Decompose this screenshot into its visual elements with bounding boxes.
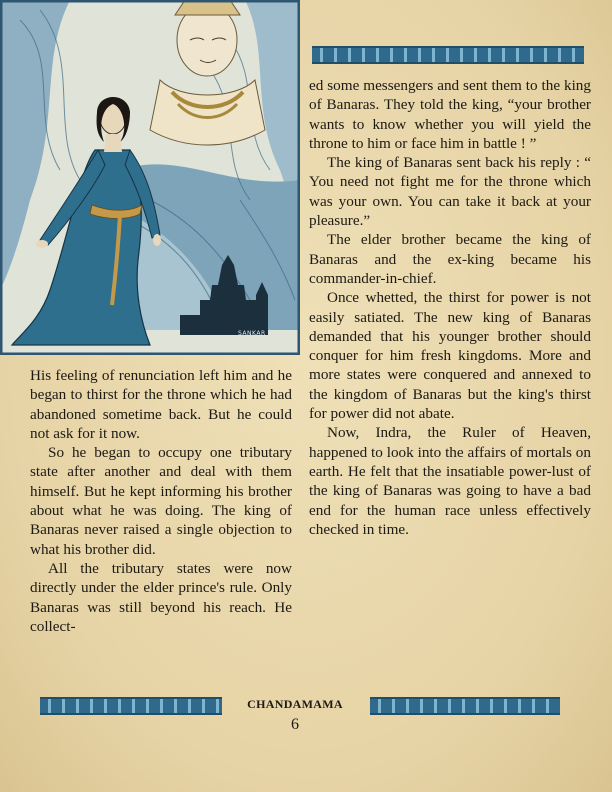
page-number: 6 <box>291 716 299 733</box>
illustration-drawing <box>0 0 300 355</box>
paragraph: So he began to occupy one tributary state after another and deal with them himself. But he kept informing his brother about what he was doing. The king of Banaras never raised a single objection to what his brother did. <box>30 444 292 558</box>
left-column <box>30 366 292 636</box>
paragraph: All the tributary states were now directly under the elder prince's rule. Only Banaras was still beyond his reach. He collect- <box>30 559 292 635</box>
paragraph: The elder brother became the king of Banaras and the ex-king became his commander-in-chief. <box>309 231 591 287</box>
paragraph: The king of Banaras sent back his reply : “ You need not fight me for the throne which was your own. You can take it back at your pleasure.” <box>309 154 591 230</box>
magazine-title: CHANDAMAMA <box>247 697 343 711</box>
artist-signature: SANKAR <box>238 330 266 337</box>
paragraph: Now, Indra, the Ruler of Heaven, happened to look into the affairs of mortals on earth. He felt that the insatiable power-lust of the king of Banaras was going to have a bad end for the human race unless effectively checked in time. <box>309 424 591 538</box>
paragraph: Once whetted, the thirst for power is not easily satiated. The new king of Banaras demanded that his younger brother should conquer for him fresh kingdoms. More and more states were conquered and annexed to the kingdom of Banaras but the king's thirst for power did not abate. <box>309 289 591 423</box>
paragraph: His feeling of renunciation left him and he began to thirst for the throne which he had abandoned sometime back. But he could not ask for it now. <box>30 367 292 442</box>
ornament-band-footer-left <box>40 697 222 715</box>
ornament-band-footer-right <box>370 697 560 715</box>
right-column <box>309 76 591 539</box>
story-illustration <box>0 0 300 355</box>
paragraph: ed some messengers and sent them to the king of Banaras. They told the king, “your brother wants to know whether you will yield the throne to him or face him in battle ! ” <box>309 77 591 152</box>
ornament-band-top <box>312 46 584 64</box>
